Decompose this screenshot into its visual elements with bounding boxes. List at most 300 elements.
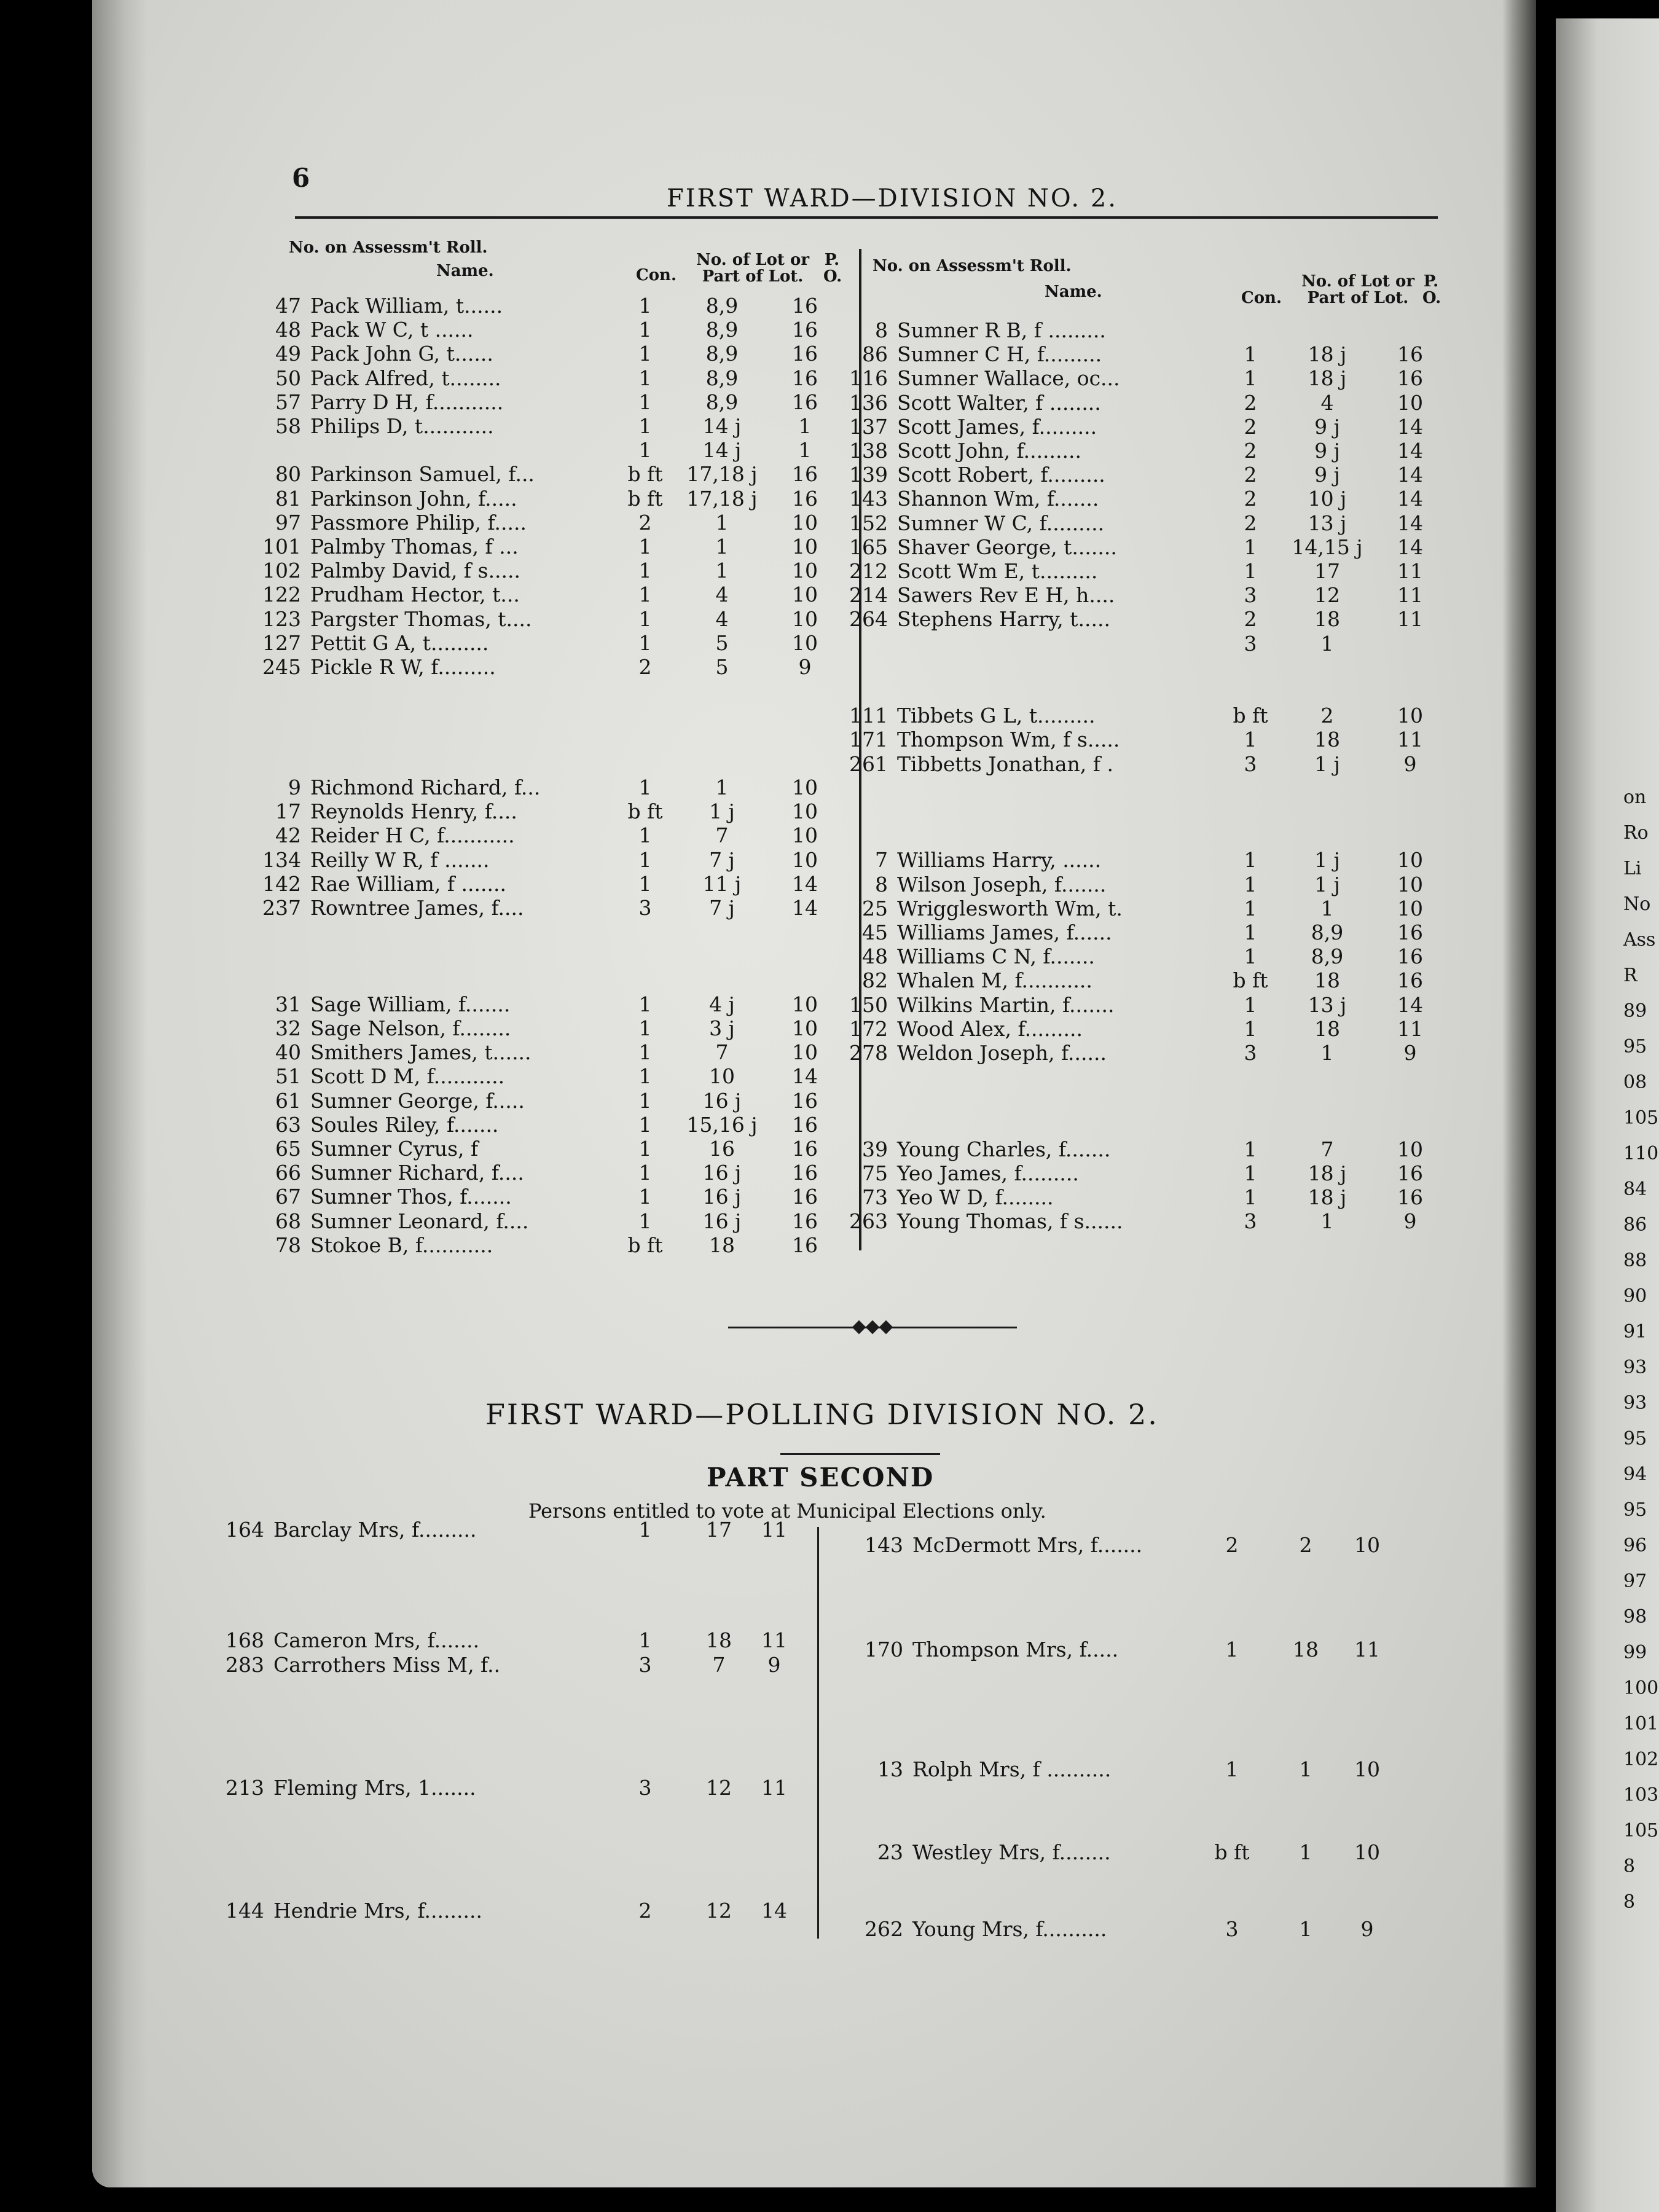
lot-number: 8,9 [705, 366, 739, 390]
polling-number: 11 [761, 1518, 787, 1542]
roll-number: 78 [275, 1233, 301, 1257]
concession: 1 [1244, 342, 1257, 367]
header-rule [295, 216, 1438, 219]
concession: 2 [1244, 487, 1257, 511]
concession: 1 [1244, 944, 1257, 969]
polling-number: 10 [792, 775, 818, 799]
concession: 1 [638, 414, 652, 438]
elector-name: Sumner Wallace, oc... [897, 366, 1120, 391]
adjacent-page-fragment: 99 [1623, 1642, 1647, 1663]
polling-number: 16 [1397, 366, 1423, 391]
polling-number: 16 [792, 1185, 818, 1209]
lot-number: 8,9 [705, 390, 739, 414]
elector-name: Pickle R W, f......... [310, 655, 496, 679]
elector-name: Westley Mrs, f........ [912, 1840, 1111, 1864]
polling-number: 9 [1403, 1209, 1417, 1234]
lot-number: 10 j [1308, 487, 1347, 511]
elector-name: Pack W C, t ...... [310, 318, 474, 342]
elector-name: Young Charles, f....... [897, 1137, 1111, 1161]
elector-name: Sumner C H, f......... [897, 342, 1102, 367]
roll-number: 237 [262, 896, 301, 920]
concession: 1 [638, 1137, 652, 1161]
roll-number: 122 [262, 582, 301, 607]
lot-number: 2 [1299, 1533, 1312, 1557]
concession: 1 [1244, 992, 1257, 1017]
polling-number: 10 [792, 535, 818, 559]
roll-number: 49 [275, 342, 301, 366]
roll-number: 8 [875, 318, 888, 342]
polling-number: 10 [1397, 872, 1423, 896]
elector-name: Wrigglesworth Wm, t. [897, 896, 1123, 920]
col-head-name-right: Name. [1045, 283, 1102, 301]
elector-name: Wilson Joseph, f....... [897, 872, 1107, 896]
elector-name: Scott John, f......... [897, 439, 1081, 463]
adjacent-page-fragment: Li [1623, 858, 1642, 879]
polling-number: 16 [792, 390, 818, 414]
polling-number: 14 [1397, 487, 1423, 511]
polling-number: 11 [1397, 728, 1423, 752]
lot-number: 16 j [702, 1185, 742, 1209]
lot-number: 7 j [709, 896, 735, 920]
polling-number: 10 [792, 606, 818, 631]
polling-number: 11 [761, 1776, 787, 1800]
elector-name: Pack William, t...... [310, 294, 503, 318]
polling-number: 16 [792, 342, 818, 366]
lot-number: 1 [1320, 896, 1334, 920]
elector-name: Parry D H, f........... [310, 390, 504, 414]
concession: 1 [638, 1088, 652, 1113]
col-head-lot-right: No. of Lot or Part of Lot. [1301, 272, 1415, 307]
roll-number: 127 [262, 630, 301, 655]
polling-number: 16 [1397, 968, 1423, 993]
concession: b ft [1233, 704, 1268, 728]
lot-number: 16 j [702, 1088, 742, 1113]
lot-number: 18 j [1308, 342, 1347, 367]
concession: 2 [1244, 439, 1257, 463]
elector-name: Scott James, f......... [897, 414, 1097, 439]
roll-number: 214 [849, 583, 888, 608]
polling-number: 10 [792, 799, 818, 824]
concession: 1 [638, 438, 652, 463]
concession: 1 [1244, 920, 1257, 944]
elector-name: Parkinson Samuel, f... [310, 462, 535, 487]
concession: 1 [638, 294, 652, 318]
concession: 2 [1225, 1533, 1239, 1557]
elector-name: Scott Walter, f ........ [897, 390, 1101, 415]
lot-number: 17 [1314, 559, 1340, 583]
lot-number: 2 [1320, 704, 1334, 728]
roll-number: 66 [275, 1161, 301, 1185]
lot-number: 1 [715, 559, 729, 583]
elector-name: Wood Alex, f......... [897, 1016, 1083, 1041]
adjacent-page-fragment: 93 [1623, 1392, 1647, 1414]
concession: b ft [627, 1233, 663, 1257]
roll-number: 17 [275, 799, 301, 824]
elector-name: Rowntree James, f.... [310, 896, 524, 920]
concession: b ft [1214, 1840, 1250, 1864]
elector-name: Rolph Mrs, f .......... [912, 1757, 1112, 1781]
section-ornament [728, 1321, 1017, 1333]
concession: b ft [627, 486, 663, 511]
elector-name: Shaver George, t....... [897, 535, 1117, 559]
roll-number: 58 [275, 414, 301, 438]
lot-number: 17 [706, 1518, 732, 1542]
roll-number: 138 [849, 439, 888, 463]
lot-number: 8,9 [1311, 920, 1344, 944]
lot-number: 8,9 [1311, 944, 1344, 969]
elector-name: Shannon Wm, f....... [897, 487, 1099, 511]
polling-number: 10 [792, 847, 818, 872]
adjacent-page-fragment: 90 [1623, 1285, 1647, 1307]
roll-number: 65 [275, 1137, 301, 1161]
concession: 1 [638, 992, 652, 1016]
roll-number: 42 [275, 823, 301, 848]
concession: 3 [1244, 1041, 1257, 1065]
roll-number: 136 [849, 390, 888, 415]
lot-number: 9 j [1314, 439, 1340, 463]
adjacent-page-fragment: 8 [1623, 1856, 1636, 1877]
roll-number: 47 [275, 294, 301, 318]
elector-name: Sumner W C, f......... [897, 511, 1105, 535]
roll-number: 13 [877, 1757, 903, 1781]
elector-name: Fleming Mrs, 1....... [273, 1776, 476, 1800]
concession: 1 [638, 1209, 652, 1233]
concession: 1 [638, 559, 652, 583]
roll-number: 139 [849, 463, 888, 487]
lot-number: 13 j [1308, 992, 1347, 1017]
elector-name: Soules Riley, f....... [310, 1112, 499, 1137]
polling-number: 11 [761, 1628, 787, 1652]
elector-name: Pack John G, t...... [310, 342, 493, 366]
adjacent-page-fragment: 88 [1623, 1250, 1647, 1271]
polling-number: 10 [1397, 848, 1423, 873]
concession: 1 [638, 630, 652, 655]
lot-number: 1 j [1314, 872, 1340, 896]
concession: 1 [1244, 1185, 1257, 1210]
concession: 1 [638, 823, 652, 848]
lot-number: 8,9 [705, 318, 739, 342]
roll-number: 144 [226, 1899, 264, 1923]
lot-number: 1 [715, 535, 729, 559]
roll-number: 142 [262, 871, 301, 896]
elector-name: Wilkins Martin, f....... [897, 992, 1115, 1017]
concession: 3 [638, 1776, 652, 1800]
concession: 2 [1244, 607, 1257, 632]
polling-number: 16 [792, 1209, 818, 1233]
polling-number: 14 [792, 1064, 818, 1089]
lot-number: 16 [709, 1137, 735, 1161]
roll-number: 278 [849, 1041, 888, 1065]
roll-number: 264 [849, 607, 888, 632]
polling-number: 9 [767, 1653, 781, 1677]
roll-number: 73 [862, 1185, 888, 1210]
polling-number: 16 [792, 1112, 818, 1137]
concession: 1 [1244, 366, 1257, 391]
section-title-rule [780, 1453, 940, 1455]
polling-number: 16 [792, 1137, 818, 1161]
roll-number: 97 [275, 510, 301, 535]
adjacent-page-fragment: No [1623, 893, 1651, 915]
adjacent-page-edge [1556, 18, 1659, 2212]
roll-number: 170 [865, 1637, 903, 1661]
lot-number: 18 j [1308, 1185, 1347, 1210]
polling-number: 16 [792, 318, 818, 342]
polling-number: 10 [792, 630, 818, 655]
elector-name: Sumner George, f..... [310, 1088, 525, 1113]
adjacent-page-fragment: 102 [1623, 1749, 1659, 1770]
elector-name: Sumner Richard, f.... [310, 1161, 524, 1185]
elector-name: Williams James, f...... [897, 920, 1112, 944]
concession: 1 [638, 582, 652, 607]
roll-number: 7 [875, 848, 888, 873]
concession: 3 [1244, 751, 1257, 776]
adjacent-page-fragment: 95 [1623, 1428, 1647, 1449]
concession: 3 [1244, 1209, 1257, 1234]
polling-number: 10 [792, 1016, 818, 1040]
concession: 1 [1244, 848, 1257, 873]
polling-number: 14 [1397, 463, 1423, 487]
adjacent-page-fragment: 96 [1623, 1535, 1647, 1556]
col-head-lot-left: No. of Lot or Part of Lot. [696, 251, 810, 286]
roll-number: 63 [275, 1112, 301, 1137]
lot-number: 5 [715, 655, 729, 679]
lot-number: 18 [1293, 1637, 1319, 1661]
polling-number: 11 [1397, 1016, 1423, 1041]
concession: b ft [627, 462, 663, 487]
lot-number: 11 j [702, 871, 742, 896]
page-header: FIRST WARD—DIVISION NO. 2. [667, 184, 1118, 213]
concession: 1 [638, 1016, 652, 1040]
lot-number: 8,9 [705, 294, 739, 318]
polling-number: 16 [1397, 1185, 1423, 1210]
polling-number: 10 [792, 992, 818, 1016]
concession: 1 [1244, 1161, 1257, 1185]
lot-number: 1 [1299, 1840, 1312, 1864]
polling-number: 10 [1397, 704, 1423, 728]
polling-number: 10 [792, 823, 818, 848]
concession: 1 [638, 847, 652, 872]
concession: b ft [1233, 968, 1268, 993]
elector-name: Scott Robert, f......... [897, 463, 1105, 487]
roll-number: 39 [862, 1137, 888, 1161]
col-head-con-right: Con. [1241, 289, 1282, 307]
polling-number: 14 [1397, 992, 1423, 1017]
col-head-con-left: Con. [636, 266, 677, 284]
polling-number: 10 [1354, 1840, 1380, 1864]
polling-number: 16 [792, 294, 818, 318]
polling-number: 1 [798, 438, 812, 463]
roll-number: 261 [849, 751, 888, 776]
concession: 1 [1244, 559, 1257, 583]
lot-number: 15,16 j [686, 1112, 758, 1137]
concession: 1 [1244, 728, 1257, 752]
lot-number: 4 [715, 606, 729, 631]
polling-number: 14 [792, 896, 818, 920]
roll-number: 101 [262, 535, 301, 559]
section-title: FIRST WARD—POLLING DIVISION NO. 2. [485, 1398, 1159, 1431]
adjacent-page-fragment: 93 [1623, 1357, 1647, 1378]
concession: 2 [1244, 511, 1257, 535]
concession: 1 [638, 342, 652, 366]
concession: 1 [638, 390, 652, 414]
lot-number: 7 [1320, 1137, 1334, 1161]
lot-number: 3 j [709, 1016, 735, 1040]
adjacent-page-fragment: 08 [1623, 1072, 1647, 1093]
roll-number: 57 [275, 390, 301, 414]
roll-number: 150 [849, 992, 888, 1017]
roll-number: 102 [262, 559, 301, 583]
concession: 3 [1244, 631, 1257, 656]
elector-name: Sumner R B, f ......... [897, 318, 1106, 342]
lot-number: 12 [706, 1776, 732, 1800]
lot-number: 1 [1320, 1209, 1334, 1234]
adjacent-page-fragment: 110 [1623, 1143, 1659, 1164]
adjacent-page-fragment: 86 [1623, 1214, 1647, 1236]
concession: b ft [627, 799, 663, 824]
roll-number: 9 [288, 775, 301, 799]
roll-number: 23 [877, 1840, 903, 1864]
roll-number: 81 [275, 486, 301, 511]
roll-number: 48 [275, 318, 301, 342]
elector-name: Sumner Leonard, f.... [310, 1209, 529, 1233]
concession: 3 [1225, 1917, 1239, 1941]
elector-name: Sawers Rev E H, h.... [897, 583, 1115, 608]
lot-number: 18 [1314, 728, 1340, 752]
lot-number: 18 [1314, 1016, 1340, 1041]
elector-name: McDermott Mrs, f....... [912, 1533, 1143, 1557]
lot-number: 4 j [709, 992, 735, 1016]
adjacent-page-fragment: 100 [1623, 1677, 1659, 1699]
adjacent-page-fragment: 105 [1623, 1820, 1659, 1841]
concession: 1 [1244, 896, 1257, 920]
polling-number: 9 [1403, 1041, 1417, 1065]
elector-name: Cameron Mrs, f....... [273, 1628, 480, 1652]
roll-number: 67 [275, 1185, 301, 1209]
adjacent-page-fragment: 84 [1623, 1179, 1647, 1200]
polling-number: 14 [792, 871, 818, 896]
elector-name: Smithers James, t...... [310, 1040, 531, 1065]
concession: 2 [1244, 390, 1257, 415]
roll-number: 50 [275, 366, 301, 390]
elector-name: Thompson Wm, f s..... [897, 728, 1120, 752]
elector-name: Reynolds Henry, f.... [310, 799, 517, 824]
lot-number: 10 [709, 1064, 735, 1089]
lot-number: 1 [1299, 1757, 1312, 1781]
lot-number: 4 [1320, 390, 1334, 415]
elector-name: Pargster Thomas, t.... [310, 606, 532, 631]
lot-number: 18 [1314, 968, 1340, 993]
lot-number: 18 [706, 1628, 732, 1652]
polling-number: 10 [792, 582, 818, 607]
polling-number: 11 [1397, 583, 1423, 608]
roll-number: 134 [262, 847, 301, 872]
elector-name: Yeo James, f......... [897, 1161, 1079, 1185]
adjacent-page-fragment: 89 [1623, 1000, 1647, 1022]
roll-number: 32 [275, 1016, 301, 1040]
concession: 2 [638, 1899, 652, 1923]
elector-name: Stephens Harry, t..... [897, 607, 1110, 632]
lot-number: 13 j [1308, 511, 1347, 535]
lot-number: 7 [712, 1653, 726, 1677]
roll-number: 75 [862, 1161, 888, 1185]
elector-name: Palmby Thomas, f ... [310, 535, 519, 559]
polling-number: 10 [1354, 1757, 1380, 1781]
polling-number: 10 [1397, 1137, 1423, 1161]
lot-number: 14 j [702, 438, 742, 463]
col-head-name-left: Name. [436, 262, 494, 280]
polling-number: 16 [792, 486, 818, 511]
roll-number: 137 [849, 414, 888, 439]
elector-name: Barclay Mrs, f......... [273, 1518, 477, 1542]
lot-number: 7 [715, 823, 729, 848]
polling-number: 16 [792, 1161, 818, 1185]
concession: 1 [638, 318, 652, 342]
roll-number: 165 [849, 535, 888, 559]
concession: 1 [638, 606, 652, 631]
polling-number: 1 [798, 414, 812, 438]
polling-number: 11 [1397, 559, 1423, 583]
elector-name: Pettit G A, t......... [310, 630, 489, 655]
adjacent-page-fragment: 94 [1623, 1464, 1647, 1485]
elector-name: Williams Harry, ...... [897, 848, 1102, 873]
elector-name: Sumner Cyrus, f [310, 1137, 479, 1161]
concession: 1 [1244, 1137, 1257, 1161]
lot-number: 5 [715, 630, 729, 655]
roll-number: 82 [862, 968, 888, 993]
lot-number: 1 [1320, 1041, 1334, 1065]
col-head-roll-right: No. on Assessm't Roll. [873, 257, 1072, 275]
page-number: 6 [292, 163, 310, 193]
roll-number: 143 [865, 1533, 903, 1557]
elector-name: Thompson Mrs, f..... [912, 1637, 1119, 1661]
concession: 1 [638, 1161, 652, 1185]
polling-number: 9 [1403, 751, 1417, 776]
col-head-roll-left: No. on Assessm't Roll. [289, 238, 488, 257]
adjacent-page-fragment: on [1623, 786, 1647, 808]
roll-number: 25 [862, 896, 888, 920]
polling-number: 9 [1360, 1917, 1374, 1941]
elector-name: Scott D M, f........... [310, 1064, 505, 1089]
adjacent-page-fragment: Ass [1623, 929, 1656, 951]
lot-number: 1 [715, 775, 729, 799]
polling-number: 16 [792, 1088, 818, 1113]
part-two-divider [817, 1527, 819, 1939]
lot-number: 18 j [1308, 366, 1347, 391]
concession: 1 [1244, 872, 1257, 896]
polling-number: 10 [792, 559, 818, 583]
lot-number: 12 [706, 1899, 732, 1923]
polling-number: 10 [1397, 390, 1423, 415]
elector-name: Philips D, t........... [310, 414, 494, 438]
adjacent-page-fragment: 8 [1623, 1891, 1636, 1913]
lot-number: 17,18 j [686, 486, 758, 511]
concession: 2 [1244, 414, 1257, 439]
concession: 1 [638, 535, 652, 559]
polling-number: 9 [798, 655, 812, 679]
lot-number: 18 j [1308, 1161, 1347, 1185]
lot-number: 12 [1314, 583, 1340, 608]
elector-name: Palmby David, f s..... [310, 559, 521, 583]
roll-number: 152 [849, 511, 888, 535]
roll-number: 48 [862, 944, 888, 969]
polling-number: 14 [1397, 439, 1423, 463]
elector-name: Sumner Thos, f....... [310, 1185, 512, 1209]
polling-number: 16 [792, 1233, 818, 1257]
concession: 1 [638, 1185, 652, 1209]
roll-number: 68 [275, 1209, 301, 1233]
lot-number: 1 j [709, 799, 735, 824]
adjacent-page-fragment: R [1623, 965, 1637, 986]
